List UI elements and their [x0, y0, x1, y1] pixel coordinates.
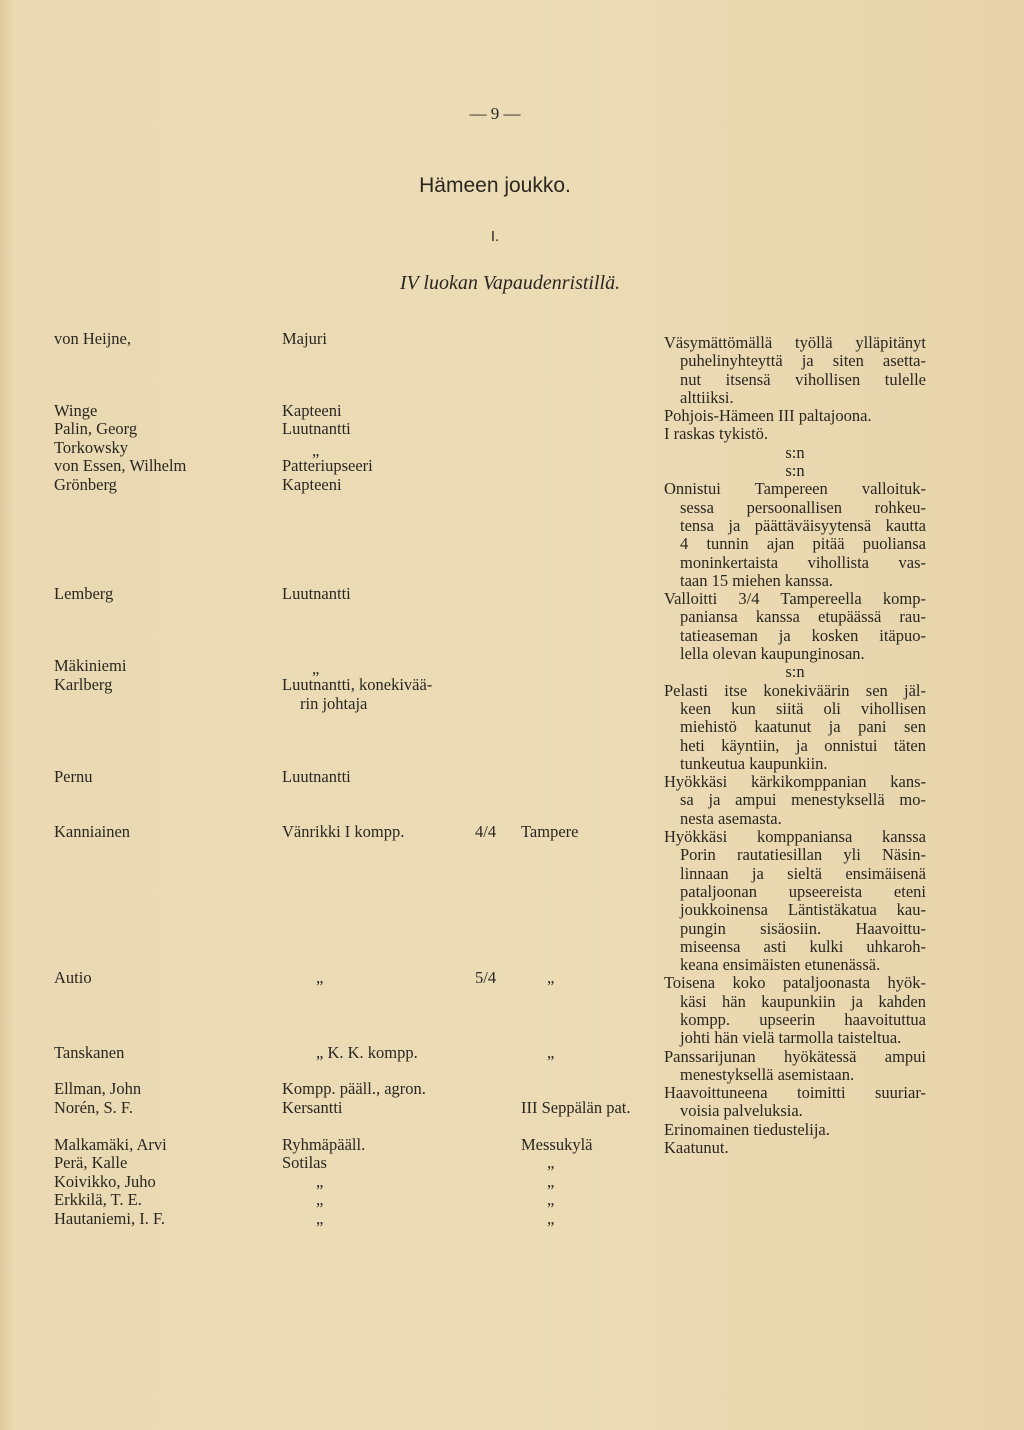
- rank-entry: „ K. K. kompp.: [316, 1043, 418, 1062]
- note-line: heti käyntiin, ja onnistui täten: [680, 735, 926, 755]
- note-line: keana ensimäisten etunenässä.: [680, 955, 881, 975]
- note-line: tensa ja päättäväisyytensä kautta: [680, 515, 926, 535]
- name-entry: Winge: [54, 401, 98, 420]
- note-line: s:n: [785, 662, 805, 682]
- name-entry: Grönberg: [54, 475, 117, 494]
- name-entry: Norén, S. F.: [54, 1098, 133, 1117]
- note-line: taan 15 miehen kanssa.: [680, 570, 834, 590]
- ditto-mark: „: [547, 1172, 555, 1191]
- ditto-mark: „: [316, 968, 324, 987]
- section-numeral: I.: [490, 228, 500, 245]
- page-title: Hämeen joukko.: [419, 174, 571, 197]
- ditto-mark: „: [547, 1043, 555, 1062]
- note-line: Haavoittuneena toimitti suuriar-: [664, 1083, 926, 1103]
- note-line: I raskas tykistö.: [664, 424, 769, 444]
- note-line: Kaatunut.: [664, 1138, 729, 1158]
- name-entry: Erkkilä, T. E.: [54, 1190, 142, 1209]
- page-number: — 9 —: [469, 104, 521, 123]
- note-line: Toisena koko pataljoonasta hyök-: [664, 973, 926, 993]
- rank-entry: rin johtaja: [300, 694, 368, 713]
- name-entry: Mäkiniemi: [54, 656, 127, 675]
- note-line: s:n: [785, 442, 805, 462]
- note-line: sa ja ampui menestyksellä mo-: [680, 790, 926, 810]
- rank-entry: Patteriupseeri: [282, 456, 373, 475]
- rank-entry: Kapteeni: [282, 475, 342, 494]
- note-line: lella olevan kaupunginosan.: [680, 644, 865, 664]
- ditto-mark: „: [316, 1209, 324, 1228]
- ditto-mark: „: [316, 1172, 324, 1191]
- note-line: tatieaseman ja kosken itäpuo-: [680, 625, 926, 645]
- note-line: keen kun siitä oli vihollisen: [680, 698, 926, 718]
- rank-entry: Luutnantti: [282, 767, 351, 786]
- date-entry: 4/4: [475, 822, 497, 841]
- notes-column: [664, 334, 926, 1157]
- rank-entry: Kapteeni: [282, 401, 342, 420]
- note-line: sessa persoonallisen rohkeu-: [680, 497, 926, 517]
- note-line: s:n: [785, 461, 805, 481]
- name-entry: Ellman, John: [54, 1079, 142, 1098]
- name-entry: Perä, Kalle: [54, 1153, 128, 1172]
- rank-entry: Luutnantti, konekivää-: [282, 675, 433, 694]
- note-line: Väsymättömällä työllä ylläpitänyt: [664, 333, 926, 352]
- note-line: Onnistui Tampereen valloituk-: [664, 479, 926, 499]
- rank-entry: Ryhmäpääll.: [282, 1135, 366, 1154]
- note-line: Pohjois-Hämeen III paltajoona.: [664, 406, 872, 426]
- note-line: käsi hän kaupunkiin ja kahden: [680, 991, 926, 1011]
- note-line: Valloitti 3/4 Tampereella komp-: [664, 589, 926, 609]
- ditto-mark: „: [547, 1153, 555, 1172]
- rank-entry: Luutnantti: [282, 584, 351, 603]
- ditto-mark: „: [547, 968, 555, 987]
- note-line: menestyksellä asemistaan.: [680, 1064, 855, 1084]
- rank-entry: Sotilas: [282, 1153, 327, 1172]
- note-line: joukkoinensa Läntistäkatua kau-: [680, 900, 926, 920]
- name-entry: von Heijne,: [54, 329, 131, 348]
- note-line: pataljoonan upseereista eteni: [680, 881, 926, 901]
- note-line: Pelasti itse konekiväärin sen jäl-: [664, 680, 926, 700]
- note-line: 4 tunnin ajan pitää puoliansa: [680, 534, 926, 554]
- note-line: pungin sisäosiin. Haavoittu-: [680, 918, 926, 938]
- note-line: linnaan ja sieltä ensimäisenä: [680, 863, 926, 883]
- name-entry: von Essen, Wilhelm: [54, 456, 187, 475]
- ditto-mark: „: [312, 441, 320, 460]
- place-entry: III Seppälän pat.: [521, 1098, 631, 1117]
- name-entry: Torkowsky: [54, 438, 129, 457]
- note-line: miseensa asti kulki uhkaroh-: [680, 936, 926, 956]
- note-line: miehistö kaatunut ja pani sen: [680, 717, 926, 737]
- name-entry: Pernu: [54, 767, 93, 786]
- rank-entry: Vänrikki I kompp.: [282, 822, 405, 841]
- name-entry: Koivikko, Juho: [54, 1172, 156, 1191]
- rank-entry: Majuri: [282, 329, 327, 348]
- ditto-mark: „: [547, 1209, 555, 1228]
- name-entry: Palin, Georg: [54, 419, 138, 438]
- name-entry: Lemberg: [54, 584, 114, 603]
- name-entry: Tanskanen: [54, 1043, 125, 1062]
- note-line: johti hän vielä tarmolla taisteltua.: [680, 1028, 902, 1048]
- name-entry: Autio: [54, 968, 92, 987]
- name-entry: Karlberg: [54, 675, 113, 694]
- note-line: tunkeutua kaupunkiin.: [680, 753, 828, 773]
- place-entry: Messukylä: [521, 1135, 593, 1154]
- place-entry: Tampere: [521, 822, 579, 841]
- rank-entry: Luutnantti: [282, 419, 351, 438]
- note-line: Erinomainen tiedustelija.: [664, 1119, 830, 1139]
- note-line: nut itsensä vihollisen tulelle: [680, 369, 926, 389]
- page-subtitle: IV luokan Vapaudenristillä.: [399, 272, 621, 294]
- rank-entry: Kersantti: [282, 1098, 343, 1117]
- ditto-mark: „: [316, 1190, 324, 1209]
- note-line: kompp. upseerin haavoituttua: [680, 1009, 926, 1029]
- note-line: Hyökkäsi kärkikomppanian kans-: [664, 772, 926, 792]
- note-line: Panssarijunan hyökätessä ampui: [664, 1046, 926, 1066]
- note-line: voisia palveluksia.: [680, 1101, 803, 1121]
- note-line: paniansa kanssa etupäässä rau-: [680, 607, 926, 627]
- ditto-mark: „: [547, 1190, 555, 1209]
- note-line: Hyökkäsi komppaniansa kanssa: [664, 827, 926, 847]
- date-entry: 5/4: [475, 968, 497, 987]
- name-entry: Hautaniemi, I. F.: [54, 1209, 165, 1228]
- note-line: alttiiksi.: [680, 387, 734, 407]
- note-line: Porin rautatiesillan yli Näsin-: [680, 845, 926, 865]
- name-entry: Kanniainen: [54, 822, 131, 841]
- note-line: puhelinyhteyttä ja siten asetta-: [680, 351, 926, 371]
- note-line: moninkertaista vihollista vas-: [680, 552, 926, 572]
- name-entry: Malkamäki, Arvi: [54, 1135, 167, 1154]
- note-line: nesta asemasta.: [680, 808, 782, 828]
- ditto-mark: „: [312, 659, 320, 678]
- rank-entry: Kompp. pääll., agron.: [282, 1079, 426, 1098]
